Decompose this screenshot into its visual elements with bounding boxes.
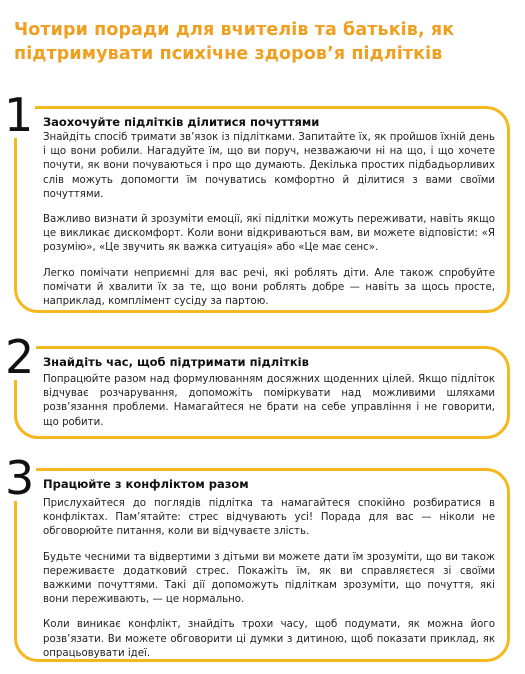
tip-heading-3: Працюйте з конфліктом разом [43, 477, 249, 491]
tip-card-2 [14, 346, 510, 439]
tip-card-3 [14, 468, 510, 662]
tip-heading-1: Заохочуйте підлітків ділитися почуттями [43, 115, 320, 129]
tip-card-1 [14, 106, 510, 313]
page-title: Чотири поради для вчителів та батьків, як підтримувати психічне здоров’я підлітків [14, 20, 455, 64]
tip-body-3 [43, 497, 495, 672]
tip-3-paragraph: Прислухайтеся до поглядів підлітка та намагайтеся спокійно розбиратися в конфліктах. Пам’ятайте: стрес відчувають усі! Порада для вас — ніколи не обговорюйте питання, коли ви відчуваєте злість. [43, 498, 495, 538]
tip-1-paragraph: Знайдіть спосіб тримати зв’язок із підлітками. Запитайте їх, як пройшов їхній день і що вони робили. Нагадуйте їм, що ви поруч, незважаючи ні на що, і що хочете почути, як вони почуваються і про що думають. Декілька простих підбадьорливих слів можуть допомогти їм почуватись комфортно й ділитися з вами своїми почуттями. [43, 132, 495, 200]
tip-1-paragraph: Важливо визнати й зрозуміти емоції, які підлітки можуть переживати, навіть якщо це викликає дискомфорт. Коли вони відкриваються вам, ви можете відповісти: «Я розумію», «Це звучить як важка ситуація» або «Це має сенс». [43, 214, 495, 254]
tip-body-2 [43, 373, 495, 441]
tip-3-paragraph: Коли виникає конфлікт, знайдіть трохи часу, щоб подумати, як можна його розв’язати. Ви можете обговорити ці думки з дитиною, щоб показати приклад, як опрацьовувати ідеї. [43, 619, 495, 659]
tip-number-2: 2 [5, 330, 35, 384]
tip-1-paragraph: Легко помічати неприємні для вас речі, які роблять діти. Але також спробуйте помічати й хвалити їх за те, що вони роблять добре — навіть за щось просте, наприклад, комплімент сусіду за партою. [43, 267, 495, 308]
tip-number-1: 1 [4, 88, 34, 142]
tip-3-paragraph: Будьте чесними та відвертими з дітьми ви можете дати їм зрозуміти, що ви також переживаєте додатковий стрес. Покажіть їм, як ви справляєтеся зі своїми важкими почуттями. Такі дії допоможуть підліткам зрозуміти, що почуття, які вони переживають, — це нормально. [43, 551, 495, 606]
tip-heading-2: Знайдіть час, щоб підтримати підлітків [43, 355, 309, 369]
tip-body-1 [43, 131, 495, 320]
tip-number-3: 3 [5, 451, 35, 505]
tip-2-paragraph: Попрацюйте разом над формулюванням досяжних щоденних цілей. Якщо підліток відчуває розчарування, допоможіть поміркувати над можливими шляхами розв’язання проблеми. Намагайтеся не брати на себе управління і не говорити, що робити. [43, 374, 495, 428]
